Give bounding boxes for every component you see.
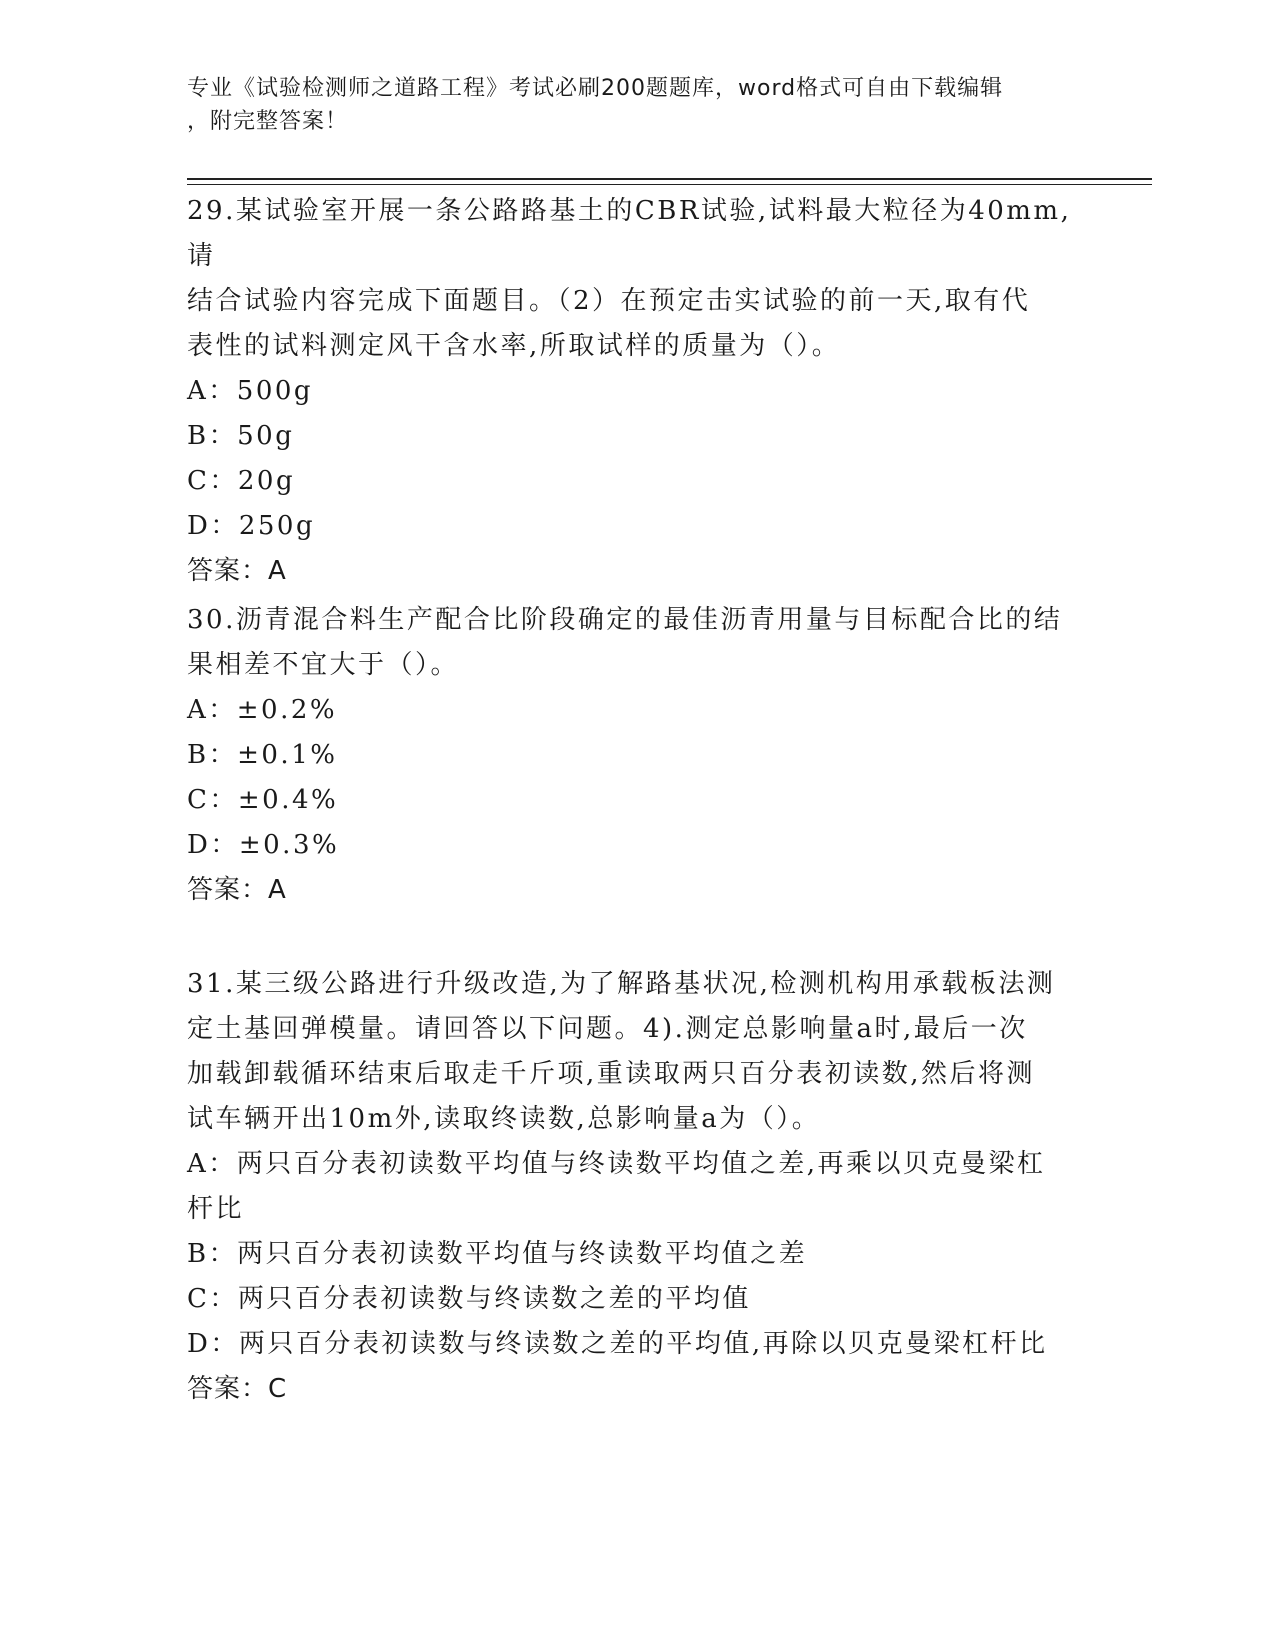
question-stem-line: 29.某试验室开展一条公路路基土的CBR试验,试料最大粒径为40mm,请 (187, 196, 1072, 271)
question-stem-line: 加载卸载循环结束后取走千斤项,重读取两只百分表初读数,然后将测 (187, 1059, 1036, 1089)
question-30 (187, 598, 1087, 913)
option-d: D：250g (187, 511, 316, 541)
document-header (187, 72, 1067, 138)
header-line-2: ，附完整答案！ (187, 109, 349, 134)
question-29 (187, 189, 1087, 594)
option-b: B：50g (187, 421, 295, 451)
header-divider-thin (187, 184, 1152, 185)
question-stem-line: 表性的试料测定风干含水率,所取试样的质量为（）。 (187, 331, 841, 361)
answer-label: 答案：A (187, 556, 287, 586)
question-stem-line: 定土基回弹模量。请回答以下问题。4).测定总影响量a时,最后一次 (187, 1014, 1028, 1044)
option-d: D：两只百分表初读数与终读数之差的平均值,再除以贝克曼梁杠杆比 (187, 1329, 1048, 1359)
option-b: B：两只百分表初读数平均值与终读数平均值之差 (187, 1239, 808, 1269)
option-a: A：±0.2% (187, 695, 338, 725)
header-divider-thick (187, 178, 1152, 180)
option-a: A：两只百分表初读数平均值与终读数平均值之差,再乘以贝克曼梁杠 (187, 1149, 1046, 1179)
question-stem-line: 31.某三级公路进行升级改造,为了解路基状况,检测机构用承载板法测 (187, 969, 1056, 999)
question-stem-line: 试车辆开出10m外,读取终读数,总影响量a为（）。 (187, 1104, 821, 1134)
option-d: D：±0.3% (187, 830, 340, 860)
question-stem-line: 结合试验内容完成下面题目。（2）在预定击实试验的前一天,取有代 (187, 286, 1031, 316)
option-a: A：500g (187, 376, 314, 406)
option-b: B：±0.1% (187, 740, 338, 770)
answer-label: 答案：A (187, 875, 287, 905)
option-c: C：±0.4% (187, 785, 339, 815)
answer-label: 答案：C (187, 1374, 288, 1404)
option-c: C：20g (187, 466, 296, 496)
question-stem-line: 30.沥青混合料生产配合比阶段确定的最佳沥青用量与目标配合比的结 (187, 605, 1063, 635)
question-stem-line: 果相差不宜大于（）。 (187, 650, 460, 680)
option-a-continued: 杆比 (187, 1194, 245, 1224)
header-line-1: 专业《试验检测师之道路工程》考试必刷200题题库，word格式可自由下载编辑 (187, 76, 1004, 101)
question-31 (187, 962, 1087, 1412)
option-c: C：两只百分表初读数与终读数之差的平均值 (187, 1284, 751, 1314)
